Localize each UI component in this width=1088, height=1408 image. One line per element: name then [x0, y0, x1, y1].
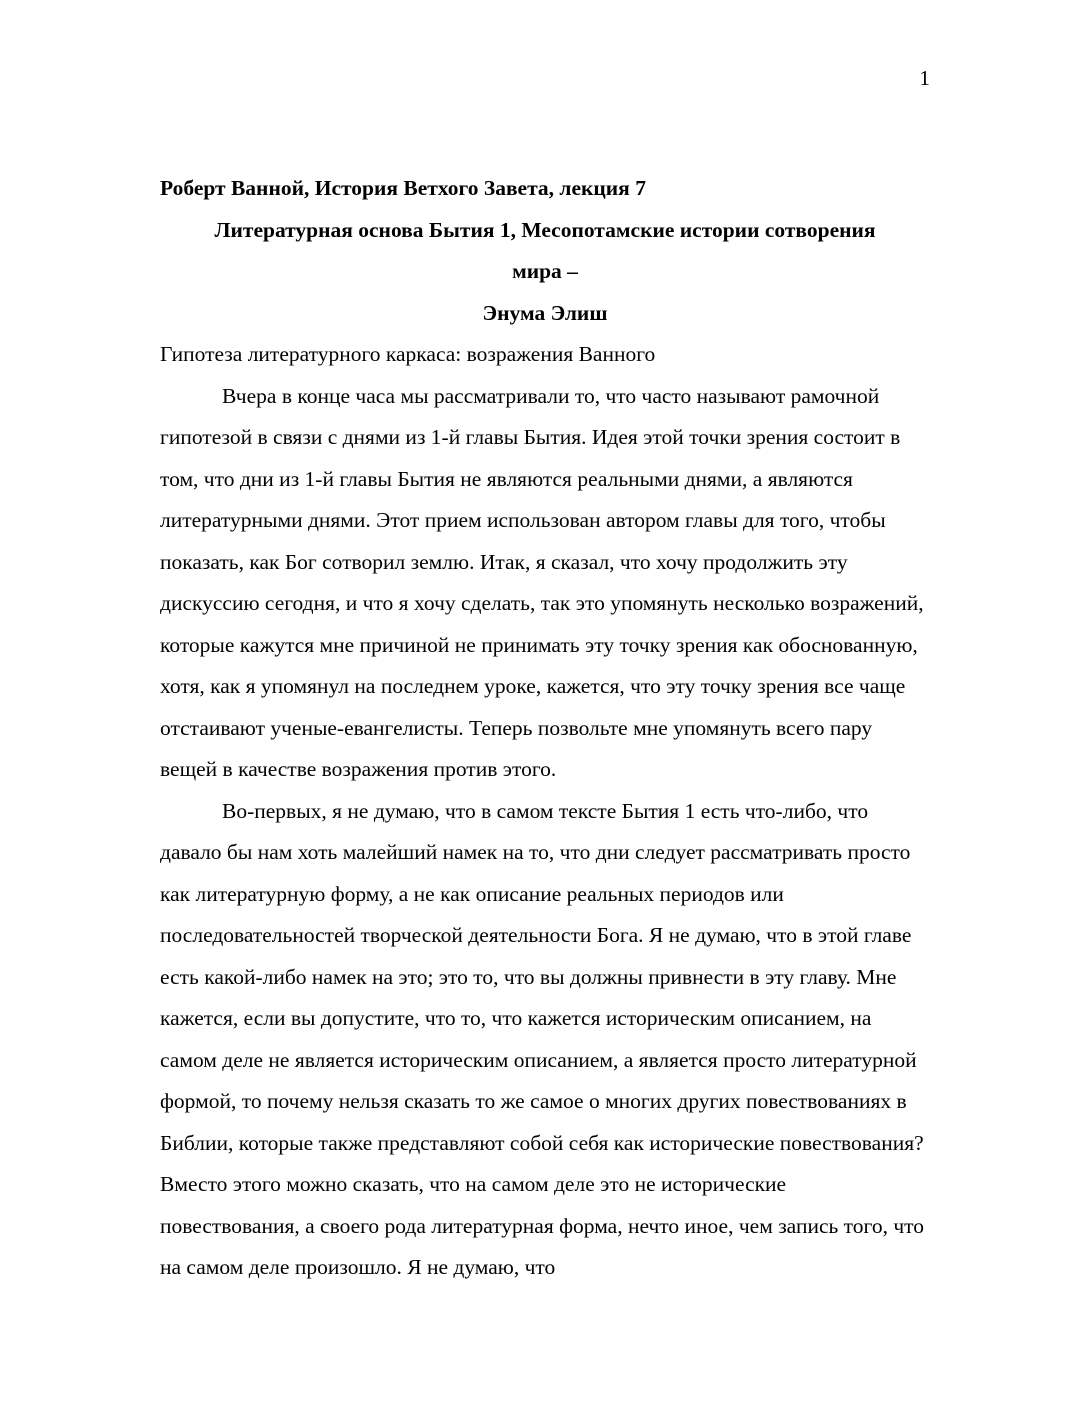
document-title-line-2: Литературная основа Бытия 1, Месопотамские истории сотворения: [214, 217, 876, 242]
document-title-line-3: мира –: [512, 259, 578, 283]
document-title-line-1: Роберт Ванной, История Ветхого Завета, лекция 7: [160, 176, 646, 200]
page-number: 1: [919, 66, 930, 90]
body-paragraph-2: Во-первых, я не думаю, что в самом тексте Бытия 1 есть что-либо, что давало бы нам хоть малейший намек на то, что дни следует рассматривать просто как литературную форму, а не как описание реальных периодов или последовательностей творческой деятельности Бога. Я не думаю, что в этой главе есть какой-либо намек на это; это то, что вы должны привнести в эту главу. Мне кажется, если вы допустите, что то, что кажется историческим описанием, на самом деле не является историческим описанием, а является просто литературной формой, то почему нельзя сказать то же самое о многих других повествованиях в Библии, которые также представляют собой себя как исторические повествования? Вместо этого можно сказать, что на самом деле это не исторические повествования, а своего рода литературная форма, нечто иное, чем запись того, что на самом деле произошло. Я не думаю, что: [160, 798, 924, 1279]
document-content: [160, 168, 930, 1289]
section-heading: Гипотеза литературного каркаса: возражения Ванного: [160, 342, 656, 366]
document-title-line-4: Энума Элиш: [482, 300, 608, 325]
body-paragraph-1: Вчера в конце часа мы рассматривали то, что часто называют рамочной гипотезой в связи с днями из 1-й главы Бытия. Идея этой точки зрения состоит в том, что дни из 1-й главы Бытия не являются реальными днями, а являются литературными днями. Этот прием использован автором главы для того, чтобы показать, как Бог сотворил землю. Итак, я сказал, что хочу продолжить эту дискуссию сегодня, и что я хочу сделать, так это упомянуть несколько возражений, которые кажутся мне причиной не принимать эту точку зрения как обоснованную, хотя, как я упомянул на последнем уроке, кажется, что эту точку зрения все чаще отстаивают ученые-евангелисты. Теперь позвольте мне упомянуть всего пару вещей в качестве возражения против этого.: [160, 383, 924, 781]
